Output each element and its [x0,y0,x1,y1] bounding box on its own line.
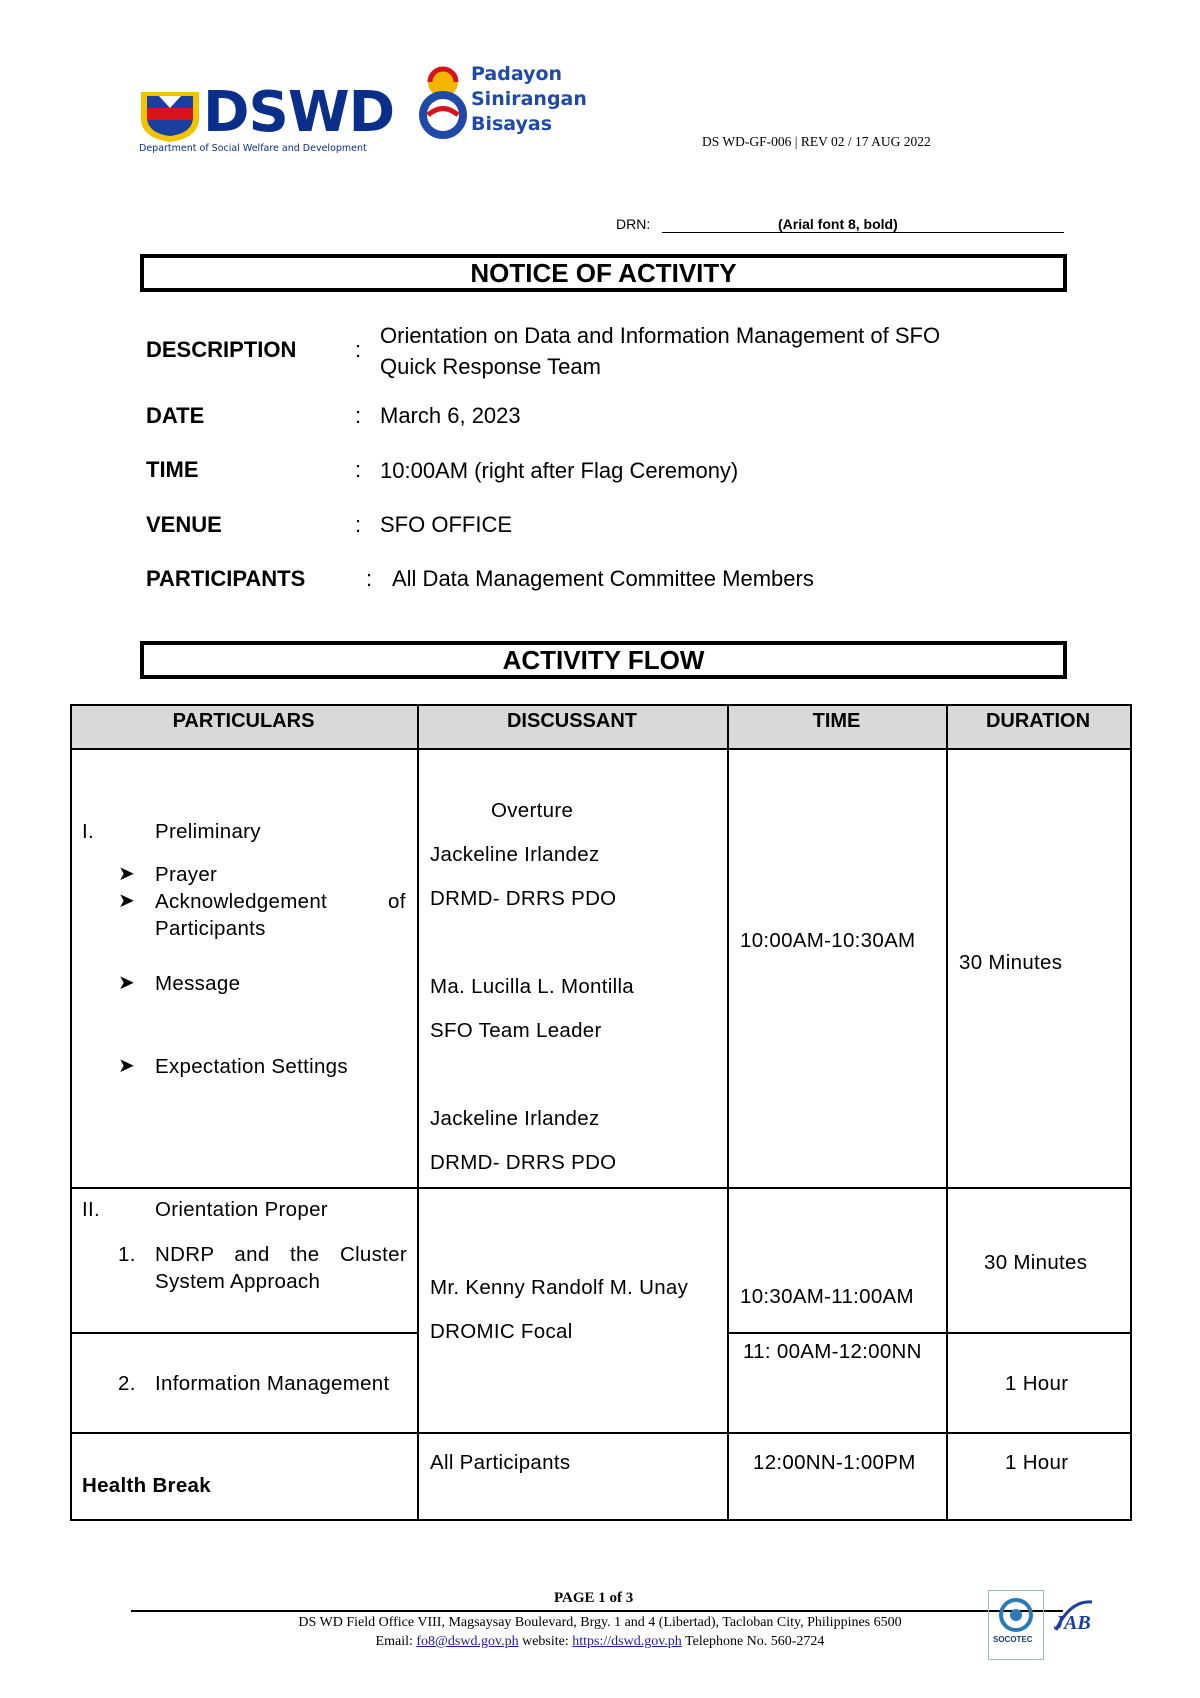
preliminary-item-of: of [388,890,406,913]
description-line-2: Quick Response Team [380,354,601,379]
discussant-name: Jackeline Irlandez [430,1107,600,1130]
description-colon: : [355,337,362,362]
orientation-time-2: 11: 00AM-12:00NN [743,1340,922,1363]
dswd-subtitle: Department of Social Welfare and Development [139,143,367,154]
table-border-top [70,704,1132,706]
venue-label: VENUE [146,512,222,537]
socotec-certification-logo [988,1590,1044,1660]
discussant-role: DRMD- DRRS PDO [430,887,617,910]
time-value: 10:00AM (right after Flag Ceremony) [380,458,739,483]
row-divider-time [727,1332,1132,1334]
description-line-1: Orientation on Data and Information Management of SFO [380,323,941,348]
footer-rule [131,1610,1063,1612]
certification-badge-icon [989,1591,1043,1659]
discussant-overture: Overture [491,799,574,822]
table-divider-3 [946,704,948,1521]
header-particulars: PARTICULARS [172,710,315,732]
description-label: DESCRIPTION [146,337,297,362]
preliminary-numeral: I. [82,820,94,843]
header-time: TIME [812,710,861,732]
website-link[interactable]: https://dswd.gov.ph [572,1634,682,1649]
time-colon: : [355,457,362,482]
health-break-time: 12:00NN-1:00PM [753,1451,916,1474]
dswd-shield-icon [139,90,201,142]
venue-colon: : [355,512,362,537]
preliminary-duration: 30 Minutes [959,951,1063,974]
drn-label: DRN: [616,216,651,232]
orientation-numeral: II. [82,1198,100,1221]
email-link[interactable]: fo8@dswd.gov.ph [416,1634,519,1649]
date-colon: : [355,403,362,428]
table-border-right [1130,704,1132,1521]
orientation-item2: Information Management [155,1372,390,1395]
venue-value: SFO OFFICE [380,512,512,537]
activity-flow-title: ACTIVITY FLOW [140,641,1067,679]
participants-colon: : [366,566,373,591]
health-break-label: Health Break [82,1474,211,1497]
row-divider-particulars [70,1332,417,1334]
padayon-emblem-icon [418,62,468,140]
dswd-logo [139,80,395,156]
email-label: Email: [375,1634,413,1649]
document-reference: DS WD-GF-006 | REV 02 / 17 AUG 2022 [702,134,931,149]
discussant-role: SFO Team Leader [430,1019,602,1042]
row-divider-preliminary [70,1187,1132,1189]
page-number: PAGE 1 of 3 [554,1590,634,1606]
discussant-name: Jackeline Irlandez [430,843,600,866]
drn-note: (Arial font 8, bold) [778,216,898,232]
orientation-item1-line-2: System Approach [155,1270,321,1293]
padayon-line-3: Bisayas [471,113,553,135]
participants-label: PARTICIPANTS [146,566,306,591]
orientation-time-1: 10:30AM-11:00AM [740,1285,914,1308]
table-border-bottom [70,1519,1132,1521]
header-duration: DURATION [985,710,1091,732]
footer-address: DS WD Field Office VIII, Magsaysay Boulevard, Brgy. 1 and 4 (Libertad), Tacloban City, Philippines 6500 [298,1615,902,1630]
preliminary-title: Preliminary [155,820,261,843]
date-label: DATE [146,403,205,428]
socotec-text: SOCOTEC [993,1635,1033,1644]
orientation-item2-number: 2. [118,1372,136,1395]
table-divider-2 [727,704,729,1521]
table-divider-1 [417,704,419,1521]
jab-accreditation-logo [1050,1596,1096,1656]
orientation-discussant-name: Mr. Kenny Randolf M. Unay [430,1276,689,1299]
preliminary-time: 10:00AM-10:30AM [740,929,916,952]
arrow-bullet-icon: ➤ [118,863,135,885]
date-value: March 6, 2023 [380,403,521,428]
dswd-wordmark: DSWD [203,80,395,145]
notice-title: NOTICE OF ACTIVITY [140,254,1067,292]
jab-text: JAB [1054,1612,1091,1634]
orientation-item1-number: 1. [118,1243,136,1266]
arrow-bullet-icon: ➤ [118,1055,135,1077]
preliminary-item-expectation: Expectation Settings [155,1055,348,1078]
activity-table [70,704,1132,1521]
health-break-duration: 1 Hour [1005,1451,1069,1474]
time-label: TIME [146,457,199,482]
padayon-line-2: Sinirangan [471,88,587,110]
telephone: Telephone No. 560-2724 [685,1634,825,1649]
health-break-discussant: All Participants [430,1451,571,1474]
preliminary-item-acknowledgement: Acknowledgement [155,890,328,913]
padayon-logo [418,62,598,142]
padayon-line-1: Padayon [471,63,563,85]
discussant-role: DRMD- DRRS PDO [430,1151,617,1174]
preliminary-item-prayer: Prayer [155,863,218,886]
padayon-text [471,62,587,137]
table-header-bottom [70,748,1132,750]
drn-line [662,232,1064,233]
orientation-title: Orientation Proper [155,1198,328,1221]
orientation-duration-1: 30 Minutes [984,1251,1088,1274]
website-label: website: [522,1634,569,1649]
description-value [380,320,940,382]
orientation-item1-line-1: NDRP and the Cluster [155,1243,407,1266]
participants-value: All Data Management Committee Members [392,566,814,591]
arrow-bullet-icon: ➤ [118,890,135,912]
orientation-discussant-role: DROMIC Focal [430,1320,573,1343]
orientation-duration-2: 1 Hour [1005,1372,1069,1395]
discussant-name: Ma. Lucilla L. Montilla [430,975,635,998]
row-divider-orientation [70,1432,1132,1434]
preliminary-item-message: Message [155,972,241,995]
arrow-bullet-icon: ➤ [118,972,135,994]
table-border-left [70,704,72,1521]
header-discussant: DISCUSSANT [506,710,637,732]
preliminary-item-participants: Participants [155,917,266,940]
